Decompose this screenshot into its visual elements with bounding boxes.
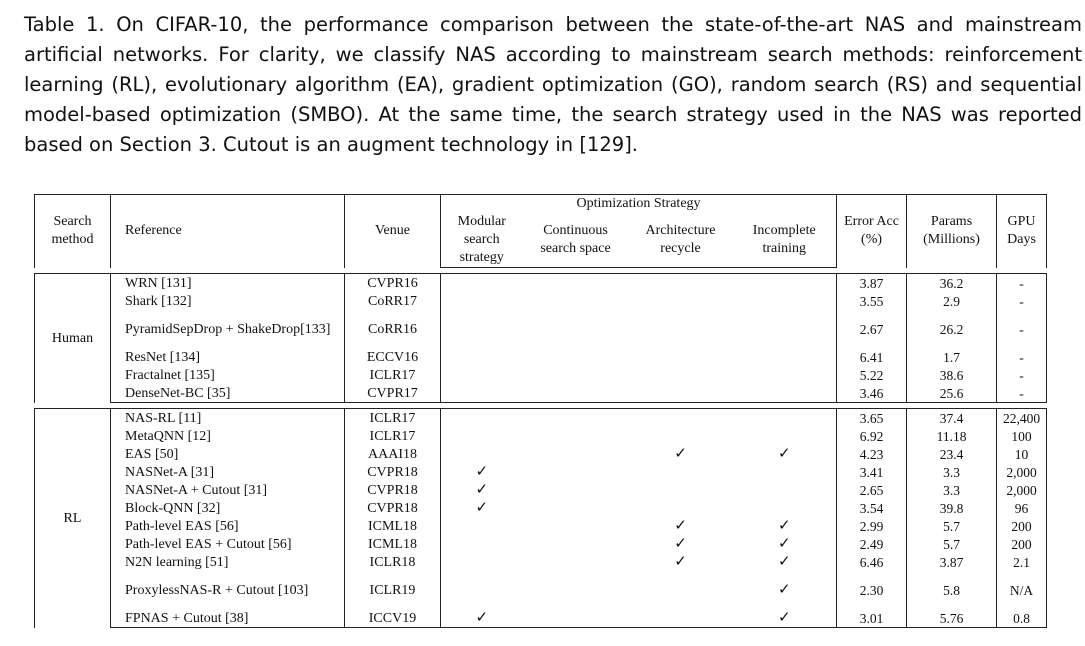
cell-incomplete: ✓ xyxy=(733,445,837,463)
header-continuous: Continuous search space xyxy=(523,213,629,268)
cell-modular xyxy=(441,292,523,310)
cell-params: 5.76 xyxy=(907,609,997,628)
cell-gpu: - xyxy=(997,292,1047,310)
cell-gpu: - xyxy=(997,310,1047,348)
table-row xyxy=(35,384,1047,403)
cell-params: 1.7 xyxy=(907,348,997,366)
cell-reference: FPNAS + Cutout [38] xyxy=(111,609,345,628)
cell-recycle: ✓ xyxy=(674,445,687,462)
table-row xyxy=(35,348,1047,366)
cell-recycle xyxy=(629,292,733,310)
cell-recycle xyxy=(629,609,733,628)
cell-params: 5.8 xyxy=(907,571,997,609)
cell-incomplete xyxy=(733,463,837,481)
cell-modular xyxy=(441,535,523,553)
cell-modular: ✓ xyxy=(441,609,523,628)
cell-venue: ICLR17 xyxy=(345,409,441,428)
header-search-method: Search method xyxy=(35,195,111,268)
cell-continuous xyxy=(523,571,629,609)
cell-venue: ICLR17 xyxy=(345,366,441,384)
cell-continuous xyxy=(523,310,629,348)
cell-continuous xyxy=(523,384,629,403)
cell-venue: ICML18 xyxy=(345,517,441,535)
cell-error: 6.92 xyxy=(837,427,907,445)
cell-venue: CVPR18 xyxy=(345,481,441,499)
cell-incomplete: ✓ xyxy=(733,553,837,571)
cell-error: 6.46 xyxy=(837,553,907,571)
table-row xyxy=(35,310,1047,348)
cell-error: 4.23 xyxy=(837,445,907,463)
cell-reference: Path-level EAS [56] xyxy=(111,517,345,535)
table-row xyxy=(35,445,1047,463)
header-incomplete: Incomplete training xyxy=(733,213,837,268)
cell-recycle xyxy=(629,384,733,403)
cell-params: 38.6 xyxy=(907,366,997,384)
cell-params: 37.4 xyxy=(907,409,997,428)
cell-continuous xyxy=(523,409,629,428)
cell-error: 3.55 xyxy=(837,292,907,310)
cell-gpu: 0.8 xyxy=(997,609,1047,628)
cell-venue: CVPR18 xyxy=(345,463,441,481)
table-row xyxy=(35,535,1047,553)
table-row xyxy=(35,481,1047,499)
cell-reference: Shark [132] xyxy=(111,292,345,310)
cell-error: 3.54 xyxy=(837,499,907,517)
cell-modular: ✓ xyxy=(475,463,489,480)
cell-gpu: 2.1 xyxy=(997,553,1047,571)
cell-continuous xyxy=(523,535,629,553)
cell-error: 6.41 xyxy=(837,348,907,366)
cell-incomplete xyxy=(733,348,837,366)
cell-gpu: 10 xyxy=(997,445,1047,463)
cell-error: 2.99 xyxy=(837,517,907,535)
cell-incomplete xyxy=(733,292,837,310)
header-error-acc: Error Acc (%) xyxy=(837,195,907,268)
cell-venue: CoRR16 xyxy=(345,310,441,348)
cell-reference: Path-level EAS + Cutout [56] xyxy=(111,535,345,553)
group-method: Human xyxy=(35,274,111,403)
cell-params: 2.9 xyxy=(907,292,997,310)
cell-reference: PyramidSepDrop + ShakeDrop[133] xyxy=(111,310,345,348)
table-row xyxy=(35,463,1047,481)
cell-incomplete xyxy=(733,481,837,499)
cell-venue: ECCV16 xyxy=(345,348,441,366)
cell-gpu: N/A xyxy=(997,571,1047,609)
cell-continuous xyxy=(523,517,629,535)
table-row xyxy=(35,499,1047,517)
cell-error: 5.22 xyxy=(837,366,907,384)
cell-recycle: ✓ xyxy=(674,535,687,552)
cell-reference: Block-QNN [32] xyxy=(111,499,345,517)
cell-reference: NASNet-A [31] xyxy=(111,463,345,481)
cell-params: 3.3 xyxy=(907,463,997,481)
header-gpu-days: GPU Days xyxy=(997,195,1047,268)
cell-reference: DenseNet-BC [35] xyxy=(111,384,345,403)
cell-continuous xyxy=(523,481,629,499)
cell-modular: ✓ xyxy=(475,481,489,498)
cell-incomplete xyxy=(733,409,837,428)
cell-error: 3.65 xyxy=(837,409,907,428)
cell-venue: ICLR18 xyxy=(345,553,441,571)
cell-venue: ICCV19 xyxy=(345,609,441,628)
cell-continuous xyxy=(523,499,629,517)
cell-recycle xyxy=(629,571,733,609)
cell-incomplete: ✓ xyxy=(733,517,837,535)
cell-modular xyxy=(441,409,523,428)
cell-gpu: - xyxy=(997,384,1047,403)
cell-recycle: ✓ xyxy=(674,517,687,534)
cell-gpu: 22,400 xyxy=(997,409,1047,428)
cell-continuous xyxy=(523,553,629,571)
group-method: RL xyxy=(35,409,111,628)
cell-venue: AAAI18 xyxy=(345,445,441,463)
cell-venue: ICLR17 xyxy=(345,427,441,445)
cell-recycle xyxy=(629,409,733,428)
cell-reference: MetaQNN [12] xyxy=(111,427,345,445)
cell-gpu: 200 xyxy=(997,517,1047,535)
cell-params: 23.4 xyxy=(907,445,997,463)
cell-modular xyxy=(441,571,523,609)
cell-params: 26.2 xyxy=(907,310,997,348)
cell-recycle xyxy=(629,274,733,293)
cell-continuous xyxy=(523,292,629,310)
cell-modular xyxy=(441,445,523,463)
table-row xyxy=(35,292,1047,310)
cell-gpu: - xyxy=(997,274,1047,293)
table-caption: Table 1. On CIFAR-10, the performance comparison between the state-of-the-art NAS and mainstream artificial networks. For clarity, we classify NAS according to mainstream search methods: reinforcement learning (RL), evolutionary algorithm (EA), gradient optimization (GO), random search (RS) and sequential model-based optimization (SMBO). At the same time, the search strategy used in the NAS was reported based on Section 3. Cutout is an augment technology in [129]. xyxy=(24,13,1082,156)
cell-recycle xyxy=(629,463,733,481)
cell-continuous xyxy=(523,366,629,384)
cell-modular xyxy=(441,553,523,571)
header-optimization-strategy: Optimization Strategy xyxy=(441,195,837,214)
table-row xyxy=(35,366,1047,384)
cell-reference: N2N learning [51] xyxy=(111,553,345,571)
cell-error: 2.30 xyxy=(837,571,907,609)
results-table xyxy=(34,194,1047,628)
cell-gpu: - xyxy=(997,366,1047,384)
table-row xyxy=(35,571,1047,609)
cell-gpu: - xyxy=(997,348,1047,366)
cell-continuous xyxy=(523,348,629,366)
cell-incomplete: ✓ xyxy=(733,571,837,609)
cell-recycle xyxy=(629,348,733,366)
cell-reference: NAS-RL [11] xyxy=(111,409,345,428)
cell-incomplete: ✓ xyxy=(733,535,837,553)
cell-error: 3.87 xyxy=(837,274,907,293)
cell-params: 5.7 xyxy=(907,517,997,535)
cell-incomplete xyxy=(733,274,837,293)
cell-params: 5.7 xyxy=(907,535,997,553)
cell-modular xyxy=(441,310,523,348)
cell-incomplete xyxy=(733,384,837,403)
cell-error: 3.01 xyxy=(837,609,907,628)
cell-continuous xyxy=(523,609,629,628)
cell-incomplete xyxy=(733,499,837,517)
cell-gpu: 100 xyxy=(997,427,1047,445)
cell-recycle xyxy=(629,366,733,384)
table-row xyxy=(35,274,1047,293)
cell-params: 36.2 xyxy=(907,274,997,293)
cell-reference: NASNet-A + Cutout [31] xyxy=(111,481,345,499)
header-venue: Venue xyxy=(345,195,441,268)
cell-incomplete: ✓ xyxy=(733,609,837,628)
cell-error: 3.41 xyxy=(837,463,907,481)
cell-error: 3.46 xyxy=(837,384,907,403)
table-row xyxy=(35,427,1047,445)
header-recycle: Architecture recycle xyxy=(629,213,733,268)
cell-continuous xyxy=(523,274,629,293)
cell-venue: CVPR17 xyxy=(345,384,441,403)
cell-venue: ICML18 xyxy=(345,535,441,553)
cell-recycle xyxy=(629,310,733,348)
cell-modular xyxy=(441,366,523,384)
cell-params: 11.18 xyxy=(907,427,997,445)
cell-gpu: 2,000 xyxy=(997,481,1047,499)
cell-continuous xyxy=(523,445,629,463)
cell-recycle xyxy=(629,481,733,499)
cell-venue: CVPR18 xyxy=(345,499,441,517)
cell-reference: WRN [131] xyxy=(111,274,345,293)
cell-params: 25.6 xyxy=(907,384,997,403)
cell-continuous xyxy=(523,463,629,481)
cell-venue: CVPR16 xyxy=(345,274,441,293)
cell-params: 39.8 xyxy=(907,499,997,517)
cell-reference: ResNet [134] xyxy=(111,348,345,366)
cell-recycle: ✓ xyxy=(674,553,687,570)
cell-gpu: 2,000 xyxy=(997,463,1047,481)
cell-params: 3.3 xyxy=(907,481,997,499)
cell-modular xyxy=(441,427,523,445)
cell-incomplete xyxy=(733,427,837,445)
cell-venue: ICLR19 xyxy=(345,571,441,609)
cell-recycle xyxy=(629,499,733,517)
cell-continuous xyxy=(523,427,629,445)
cell-modular xyxy=(441,517,523,535)
cell-modular: ✓ xyxy=(475,499,489,516)
cell-reference: ProxylessNAS-R + Cutout [103] xyxy=(111,571,345,609)
cell-error: 2.65 xyxy=(837,481,907,499)
table-row xyxy=(35,609,1047,628)
cell-error: 2.67 xyxy=(837,310,907,348)
table-row xyxy=(35,517,1047,535)
cell-incomplete xyxy=(733,310,837,348)
table-row xyxy=(35,409,1047,428)
cell-error: 2.49 xyxy=(837,535,907,553)
header-params: Params (Millions) xyxy=(907,195,997,268)
cell-incomplete xyxy=(733,366,837,384)
cell-venue: CoRR17 xyxy=(345,292,441,310)
cell-params: 3.87 xyxy=(907,553,997,571)
cell-recycle xyxy=(629,427,733,445)
cell-modular xyxy=(441,348,523,366)
cell-reference: Fractalnet [135] xyxy=(111,366,345,384)
cell-gpu: 200 xyxy=(997,535,1047,553)
cell-modular xyxy=(441,384,523,403)
header-modular: Modular search strategy xyxy=(441,213,523,268)
table-row xyxy=(35,553,1047,571)
header-reference: Reference xyxy=(111,195,345,268)
cell-reference: EAS [50] xyxy=(111,445,345,463)
cell-gpu: 96 xyxy=(997,499,1047,517)
cell-modular xyxy=(441,274,523,293)
table-body xyxy=(35,268,1047,628)
